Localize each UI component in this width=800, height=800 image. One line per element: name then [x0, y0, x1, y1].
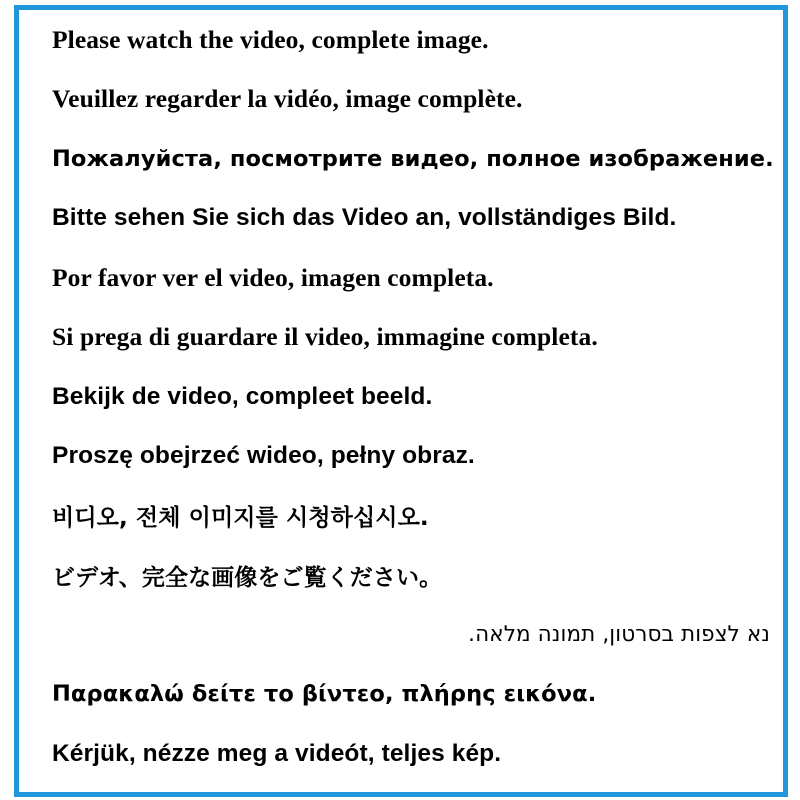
- instruction-line-polish: Proszę obejrzeć wideo, pełny obraz.: [52, 442, 475, 470]
- instruction-line-japanese: ビデオ、完全な画像をご覧ください。: [52, 564, 443, 591]
- instruction-line-hungarian: Kérjük, nézze meg a videót, teljes kép.: [52, 739, 502, 767]
- instruction-line-dutch: Bekijk de video, compleet beeld.: [52, 382, 433, 410]
- instruction-line-english: Please watch the video, complete image.: [52, 24, 489, 54]
- instruction-line-german: Bitte sehen Sie sich das Video an, vollständiges Bild.: [52, 204, 677, 232]
- instruction-line-spanish: Por favor ver el video, imagen completa.: [52, 262, 494, 292]
- instruction-list: [52, 10, 774, 790]
- instruction-line-italian: Si prega di guardare il video, immagine completa.: [52, 322, 598, 352]
- instruction-line-russian: Пожалуйста, посмотрите видео, полное изображение.: [52, 145, 774, 172]
- instruction-line-french: Veuillez regarder la vidéo, image complète.: [52, 84, 523, 114]
- instruction-line-greek: Παρακαλώ δείτε το βίντεο, πλήρης εικόνα.: [52, 681, 597, 708]
- instruction-line-korean: 비디오, 전체 이미지를 시청하십시오.: [52, 505, 429, 532]
- instruction-line-hebrew: נא לצפות בסרטון, תמונה מלאה.: [468, 622, 770, 648]
